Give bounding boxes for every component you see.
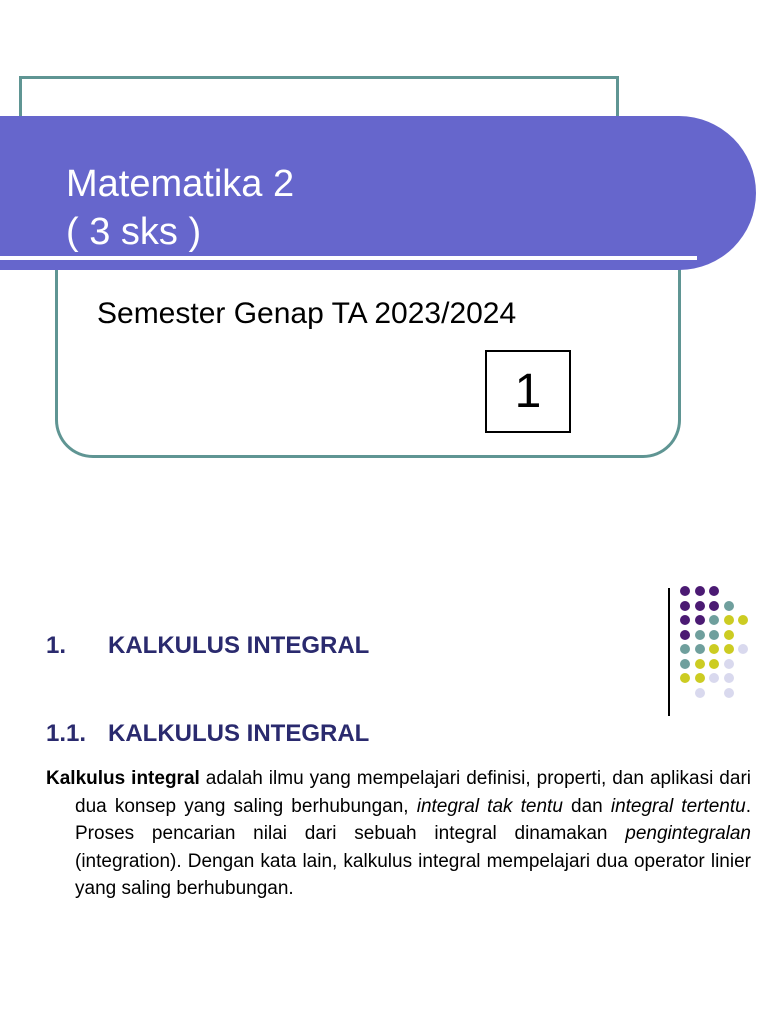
- title-line-1: Matematika 2: [66, 163, 295, 205]
- decor-dot: [695, 659, 705, 669]
- decor-dot: [680, 615, 690, 625]
- heading-2-number: 1.1.: [46, 720, 87, 747]
- decor-dot: [680, 601, 690, 611]
- heading-1-number: 1.: [46, 632, 67, 659]
- decor-dot: [695, 601, 705, 611]
- decor-dot: [680, 673, 690, 683]
- para-text-2: dan: [562, 795, 611, 817]
- para-text-1: adalah ilmu yang mempelajari definisi, properti, dan aplikasi dari dua konsep yang saling berhubungan,: [75, 768, 751, 817]
- decor-dot: [724, 601, 734, 611]
- decor-dot: [695, 673, 705, 683]
- decor-dot: [709, 644, 719, 654]
- italic-term-2: integral tertentu: [610, 795, 746, 817]
- decor-dot: [738, 615, 748, 625]
- heading-1-text: KALKULUS INTEGRAL: [108, 632, 370, 659]
- decor-dot: [709, 630, 719, 640]
- title-rule: [0, 256, 697, 260]
- slide-subtitle: Semester Genap TA 2023/2024: [97, 297, 517, 330]
- decor-dot: [695, 586, 705, 596]
- title-line-2: ( 3 sks ): [66, 211, 202, 253]
- frame-bottom-border: [55, 250, 681, 458]
- decor-dot: [695, 644, 705, 654]
- decor-dot: [680, 630, 690, 640]
- body-paragraph: [46, 765, 751, 903]
- decor-dot: [695, 688, 705, 698]
- para-text-3: . Proses pencarian nilai dari sebuah integral dinamakan: [75, 795, 751, 844]
- page-number-box: 1: [485, 350, 571, 433]
- decor-dot: [695, 615, 705, 625]
- decor-dot: [709, 615, 719, 625]
- decor-dot: [709, 601, 719, 611]
- heading-2: [46, 720, 369, 748]
- heading-1: [46, 632, 369, 660]
- decor-dot: [709, 659, 719, 669]
- decor-dot: [709, 673, 719, 683]
- decor-dot: [709, 586, 719, 596]
- para-text-4: (integration). Dengan kata lain, kalkulus integral mempelajari dua operator linier yang saling berhubungan.: [75, 850, 751, 899]
- italic-term-1: integral tak tentu: [416, 795, 563, 817]
- decor-dot: [695, 630, 705, 640]
- dot-grid-decoration: [680, 586, 764, 698]
- decor-dot: [724, 630, 734, 640]
- decor-dot: [738, 644, 748, 654]
- decor-dot: [724, 673, 734, 683]
- vertical-divider: [668, 588, 670, 716]
- bold-term: Kalkulus integral: [46, 768, 200, 789]
- decor-dot: [680, 644, 690, 654]
- decor-dot: [724, 644, 734, 654]
- heading-2-text: KALKULUS INTEGRAL: [108, 720, 370, 747]
- decor-dot: [680, 586, 690, 596]
- decor-dot: [680, 659, 690, 669]
- decor-dot: [724, 615, 734, 625]
- italic-term-3: pengintegralan: [625, 823, 751, 844]
- title-slide: [0, 0, 768, 480]
- decor-dot: [724, 688, 734, 698]
- slide-title: [66, 160, 294, 256]
- decor-dot: [724, 659, 734, 669]
